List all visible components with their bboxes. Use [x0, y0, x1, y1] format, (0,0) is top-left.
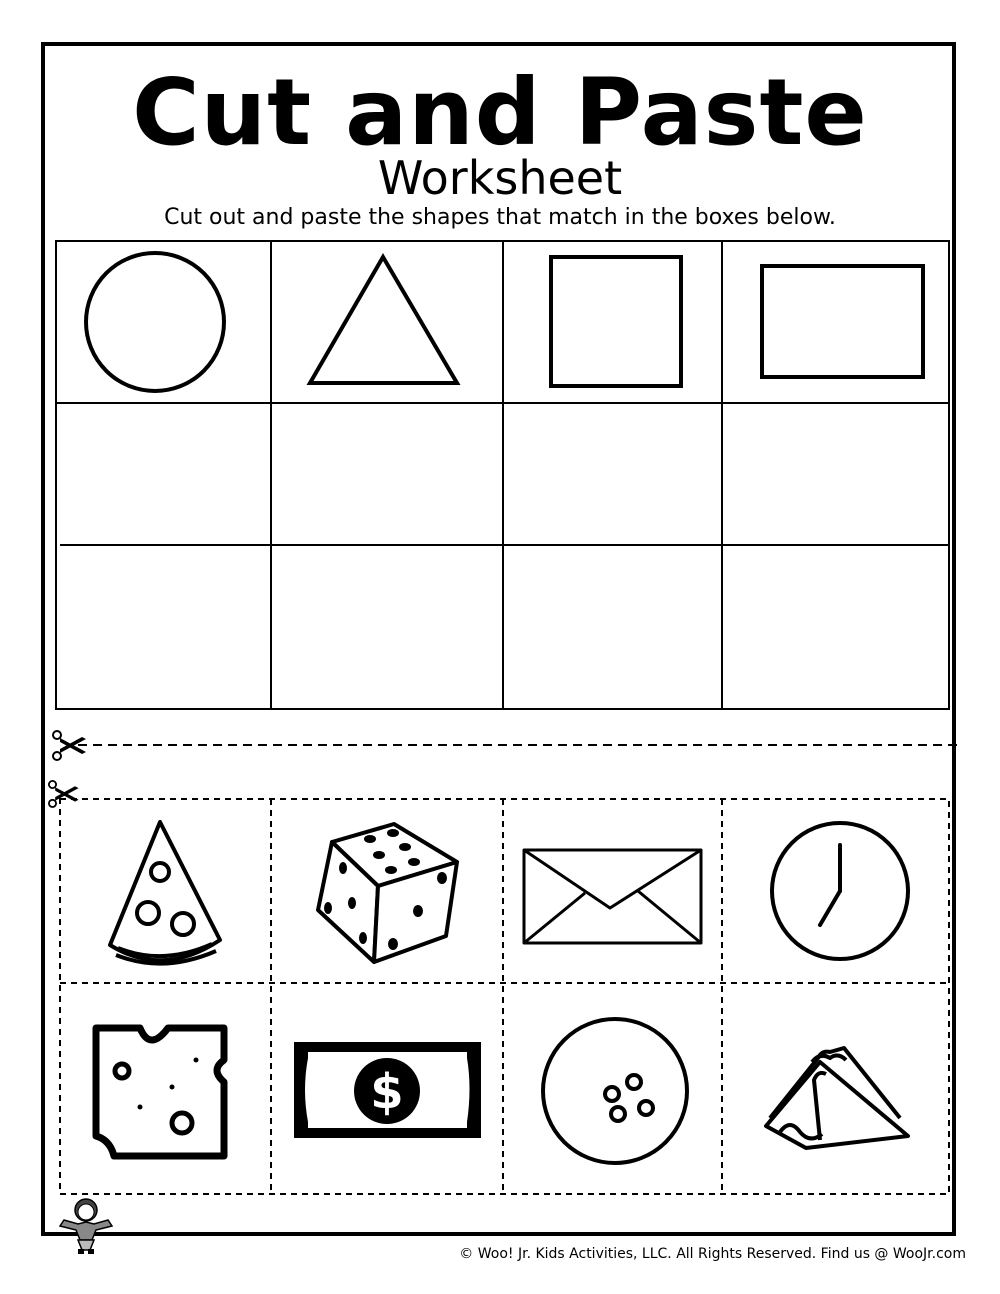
shape-grid: [56, 241, 949, 709]
paste-box[interactable]: [722, 545, 949, 709]
cutout-card-sandwich[interactable]: [722, 983, 949, 1194]
triangle-icon: [310, 257, 457, 383]
cutout-card-envelope[interactable]: [503, 799, 722, 983]
instructions-text: Cut out and paste the shapes that match in the boxes below.: [164, 205, 836, 230]
paste-box[interactable]: [271, 545, 503, 709]
paste-box[interactable]: [271, 403, 503, 545]
circle-icon: [86, 253, 224, 391]
paste-box[interactable]: [722, 403, 949, 545]
paste-box[interactable]: [56, 403, 271, 545]
paste-box[interactable]: [56, 545, 271, 709]
cutout-card-clock[interactable]: [722, 799, 949, 983]
page-title: Cut and Paste: [132, 59, 868, 166]
paste-box[interactable]: [503, 403, 722, 545]
paste-box[interactable]: [503, 545, 722, 709]
cutout-card-cheese[interactable]: [60, 983, 271, 1194]
cut-line-upper[interactable]: [53, 731, 958, 760]
copyright-text: © Woo! Jr. Kids Activities, LLC. All Rights Reserved. Find us @ WooJr.com: [459, 1246, 966, 1262]
rectangle-icon: [762, 266, 923, 377]
dollar-bill-icon: [294, 1042, 481, 1138]
svg-text:$: $: [370, 1064, 404, 1120]
woojr-mascot-icon: [60, 1199, 112, 1254]
page-subtitle: Worksheet: [377, 151, 623, 205]
square-icon: [551, 257, 681, 386]
